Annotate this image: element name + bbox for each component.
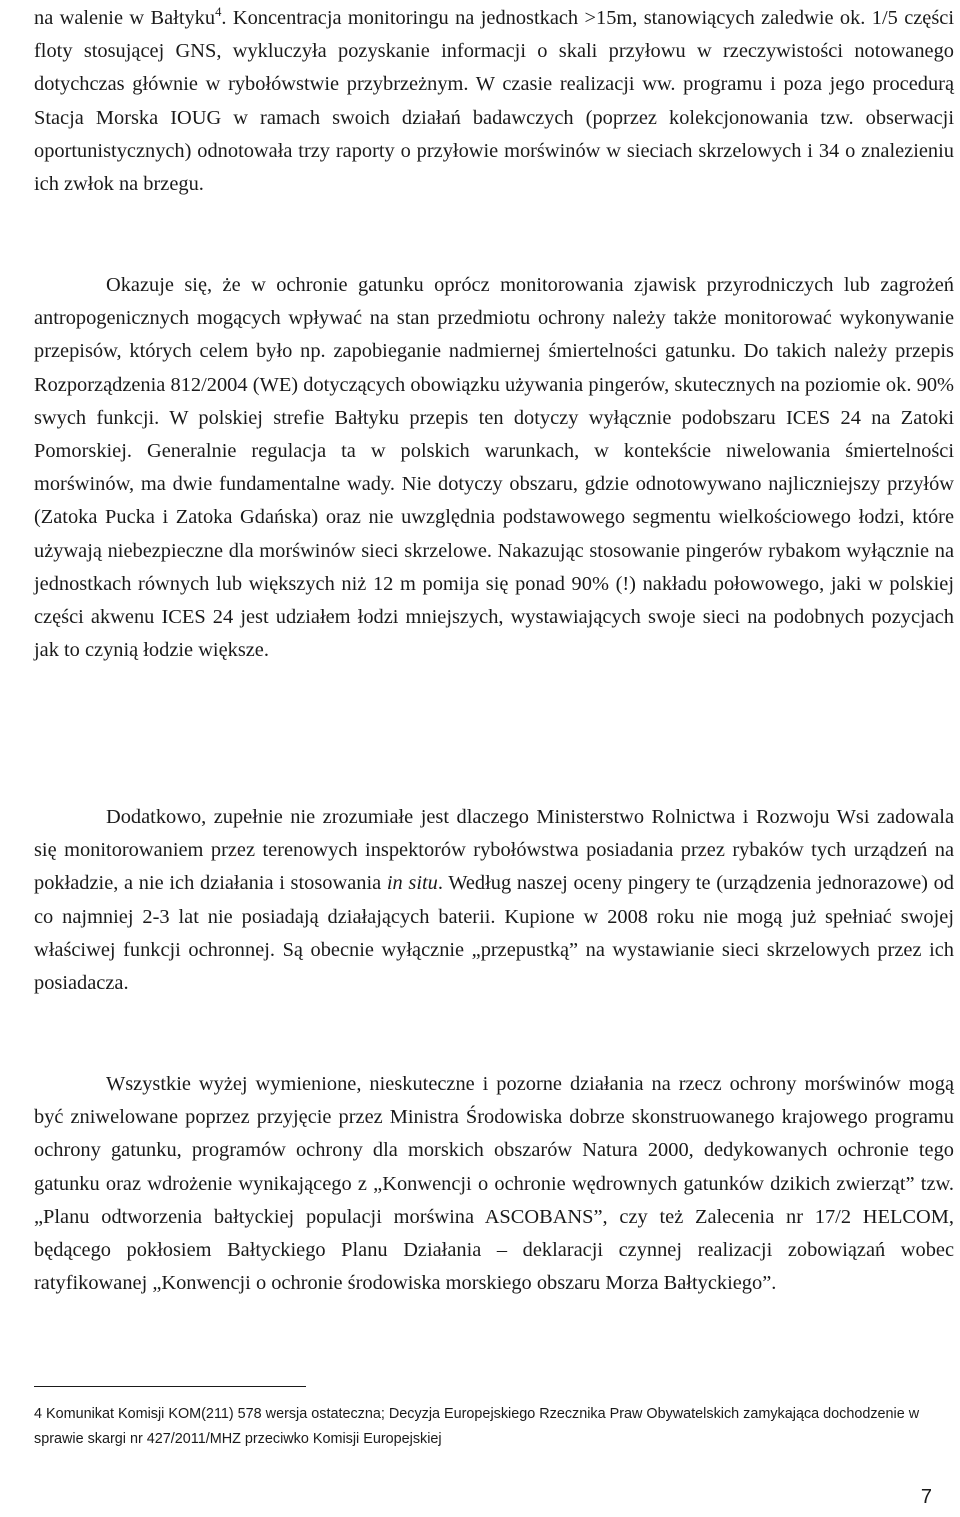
footnote-text: 4 Komunikat Komisji KOM(211) 578 wersja ostateczna; Decyzja Europejskiego Rzecznika Praw Obywatelskich zamykająca dochodzenie w sprawie skargi nr 427/2011/MHZ przeciwko Komisji Europejskiej	[34, 1406, 920, 1447]
paragraph-1	[34, 2, 954, 201]
paragraph-2-text: Okazuje się, że w ochronie gatunku oprócz monitorowania zjawisk przyrodniczych lub zagrożeń antropogenicznych mogących wpływać na stan przedmiotu ochrony należy także monitorować wykonywanie przepisów, których celem było np. zapobieganie nadmiernej śmiertelności gatunku. Do takich należy przepis Rozporządzenia 812/2004 (WE) dotyczących obowiązku używania pingerów, skutecznych na poziomie ok. 90% swych funkcji. W polskiej strefie Bałtyku przepis ten dotyczy wyłącznie podobszaru ICES 24 na Zatoki Pomorskiej. Generalnie regulacja ta w polskich warunkach, w kontekście niwelowania śmiertelności morświnów, ma dwie fundamentalne wady. Nie dotyczy obszaru, gdzie odnotowywano najliczniejszy przyłów (Zatoka Pucka i Zatoka Gdańska) oraz nie uwzględnia podstawowego segmentu wielkościowego łodzi, które używają niebezpieczne dla morświnów sieci skrzelowe. Nakazując stosowanie pingerów rybakom wyłącznie na jednostkach równych lub większych niż 12 m pomija się ponad 90% (!) nakładu połowowego, jaki w polskiej części akwenu ICES 24 jest udziałem łodzi mniejszych, wystawiających swoje sieci na podobnych pozycjach jak to czynią łodzie większe.	[34, 274, 954, 662]
paragraph-4	[34, 1068, 954, 1300]
paragraph-2	[34, 269, 954, 667]
footnote-reference: 4	[215, 5, 222, 20]
paragraph-4-text: Wszystkie wyżej wymienione, nieskuteczne i pozorne działania na rzecz ochrony morświnów mogą być zniwelowane poprzez przyjęcie przez Ministra Środowiska dobrze skonstruowanego krajowego programu ochrony gatunku, programów ochrony dla morskich obszarów Natura 2000, dedykowanych ochronie tego gatunku oraz wdrożenie wynikającego z „Konwencji o ochronie wędrownych gatunków dzikich zwierząt” tzw. „Planu odtworzenia bałtyckiej populacji morświna ASCOBANS”, czy też Zalecenia nr 17/2 HELCOM, będącego pokłosiem Bałtyckiego Planu Działania – deklaracji czynnej realizacji zobowiązań wobec ratyfikowanej „Konwencji o ochronie środowiska morskiego obszaru Morza Bałtyckiego”.	[34, 1073, 954, 1295]
paragraph-3-text-start: Dodatkowo, zupełnie nie zrozumiałe jest dlaczego Ministerstwo Rolnictwa i Rozwoju Wsi zadowala się monitorowaniem przez terenowych inspektorów rybołówstwa posiadania przez rybaków tych urządzeń na pokładzie, a nie ich działania i stosowania	[34, 806, 954, 895]
paragraph-3-text-rest: . Według naszej oceny pingery te (urządzenia jednorazowe) od co najmniej 2-3 lat nie posiadają działających baterii. Kupione w 2008 roku nie mogą już spełniać swojej właściwej funkcji ochronnej. Są obecnie wyłącznie „przepustką” na wystawianie sieci skrzelowych przez ich posiadacza.	[34, 872, 954, 995]
paragraph-3	[34, 801, 954, 1000]
paragraph-1-text-rest: . Koncentracja monitoringu na jednostkach >15m, stanowiących zaledwie ok. 1/5 części floty stosującej GNS, wykluczyła pozyskanie informacji o skali przyłowu w rzeczywistości notowanego dotychczas głównie w rybołówstwie przybrzeżnym. W czasie realizacji ww. programu i poza jego procedurą Stacja Morska IOUG w ramach swoich działań badawczych (poprzez kolekcjonowania tzw. obserwacji oportunistycznych) odnotowała trzy raporty o przyłowie morświnów w sieciach skrzelowych i 34 o znalezieniu ich zwłok na brzegu.	[34, 7, 955, 196]
paragraph-1-text-start: na walenie w Bałtyku	[34, 7, 216, 29]
footnote-separator	[34, 1386, 306, 1387]
paragraph-3-italic: in situ	[386, 872, 438, 895]
page-number: 7	[920, 1486, 932, 1508]
